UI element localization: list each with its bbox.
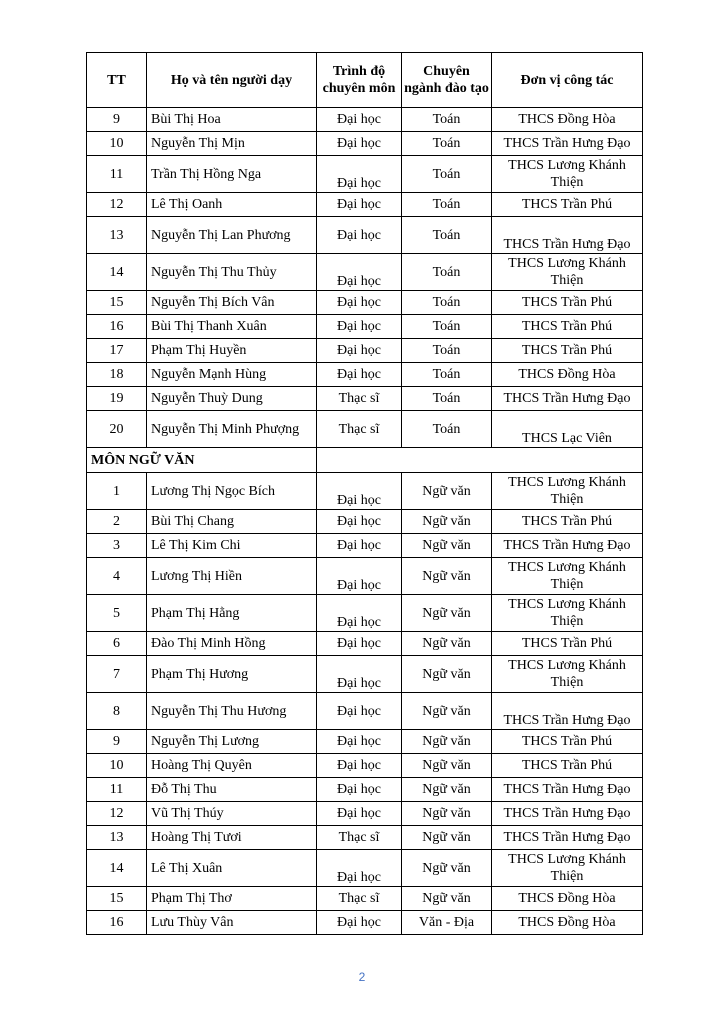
cell-tt: 15	[87, 291, 147, 315]
cell-name: Bùi Thị Thanh Xuân	[147, 315, 317, 339]
cell-tt: 16	[87, 911, 147, 935]
cell-tt: 15	[87, 887, 147, 911]
cell-unit: THCS Lương Khánh Thiện	[492, 156, 643, 193]
cell-name: Bùi Thị Hoa	[147, 108, 317, 132]
cell-unit: THCS Lương Khánh Thiện	[492, 473, 643, 510]
cell-name: Đào Thị Minh Hồng	[147, 632, 317, 656]
cell-major: Ngữ văn	[402, 778, 492, 802]
cell-degree: Đại học	[317, 656, 402, 693]
cell-name: Phạm Thị Thơ	[147, 887, 317, 911]
section-title: MÔN NGỮ VĂN	[87, 448, 317, 473]
cell-tt: 9	[87, 730, 147, 754]
cell-unit: THCS Lương Khánh Thiện	[492, 656, 643, 693]
cell-tt: 18	[87, 363, 147, 387]
table-row	[87, 473, 643, 510]
cell-unit: THCS Đồng Hòa	[492, 108, 643, 132]
cell-unit: THCS Trần Hưng Đạo	[492, 693, 643, 730]
cell-name: Phạm Thị Hương	[147, 656, 317, 693]
cell-tt: 10	[87, 132, 147, 156]
cell-name: Lương Thị Ngọc Bích	[147, 473, 317, 510]
cell-tt: 8	[87, 693, 147, 730]
cell-name: Nguyễn Thị Lương	[147, 730, 317, 754]
cell-name: Nguyễn Thị Thu Hương	[147, 693, 317, 730]
cell-degree: Đại học	[317, 473, 402, 510]
cell-name: Nguyễn Thuỳ Dung	[147, 387, 317, 411]
cell-degree: Đại học	[317, 558, 402, 595]
cell-tt: 7	[87, 656, 147, 693]
cell-major: Ngữ văn	[402, 534, 492, 558]
cell-major: Toán	[402, 108, 492, 132]
cell-name: Hoàng Thị Quyên	[147, 754, 317, 778]
cell-degree: Đại học	[317, 595, 402, 632]
cell-degree: Đại học	[317, 132, 402, 156]
cell-degree: Đại học	[317, 363, 402, 387]
cell-unit: THCS Lương Khánh Thiện	[492, 558, 643, 595]
table-row	[87, 632, 643, 656]
cell-tt: 10	[87, 754, 147, 778]
cell-unit: THCS Lương Khánh Thiện	[492, 254, 643, 291]
table-row	[87, 387, 643, 411]
cell-major: Văn - Địa	[402, 911, 492, 935]
cell-tt: 2	[87, 510, 147, 534]
cell-degree: Thạc sĩ	[317, 887, 402, 911]
cell-degree: Đại học	[317, 315, 402, 339]
cell-major: Toán	[402, 291, 492, 315]
cell-unit: THCS Lương Khánh Thiện	[492, 850, 643, 887]
cell-tt: 16	[87, 315, 147, 339]
table-row	[87, 656, 643, 693]
cell-name: Lê Thị Xuân	[147, 850, 317, 887]
cell-tt: 12	[87, 193, 147, 217]
cell-major: Ngữ văn	[402, 754, 492, 778]
cell-unit: THCS Trần Phú	[492, 339, 643, 363]
cell-degree: Thạc sĩ	[317, 387, 402, 411]
cell-name: Hoàng Thị Tươi	[147, 826, 317, 850]
cell-degree: Đại học	[317, 632, 402, 656]
cell-name: Nguyễn Thị Minh Phượng	[147, 411, 317, 448]
cell-name: Nguyễn Thị Lan Phương	[147, 217, 317, 254]
cell-major: Ngữ văn	[402, 595, 492, 632]
table-row	[87, 595, 643, 632]
header-unit: Đơn vị công tác	[492, 53, 643, 108]
cell-unit: THCS Trần Phú	[492, 510, 643, 534]
cell-tt: 5	[87, 595, 147, 632]
cell-degree: Đại học	[317, 850, 402, 887]
table-row	[87, 887, 643, 911]
cell-name: Nguyễn Thị Bích Vân	[147, 291, 317, 315]
cell-tt: 19	[87, 387, 147, 411]
cell-unit: THCS Trần Phú	[492, 632, 643, 656]
cell-major: Ngữ văn	[402, 887, 492, 911]
cell-degree: Đại học	[317, 778, 402, 802]
section-empty	[317, 448, 643, 473]
cell-name: Phạm Thị Huyền	[147, 339, 317, 363]
cell-name: Lê Thị Oanh	[147, 193, 317, 217]
cell-name: Lê Thị Kim Chi	[147, 534, 317, 558]
page-number: 2	[358, 970, 366, 984]
cell-degree: Đại học	[317, 156, 402, 193]
cell-unit: THCS Trần Phú	[492, 291, 643, 315]
cell-name: Đỗ Thị Thu	[147, 778, 317, 802]
cell-tt: 3	[87, 534, 147, 558]
table-row	[87, 693, 643, 730]
cell-name: Nguyễn Thị Mịn	[147, 132, 317, 156]
cell-major: Ngữ văn	[402, 632, 492, 656]
cell-unit: THCS Lương Khánh Thiện	[492, 595, 643, 632]
cell-name: Lương Thị Hiền	[147, 558, 317, 595]
cell-unit: THCS Trần Phú	[492, 754, 643, 778]
cell-major: Toán	[402, 217, 492, 254]
cell-unit: THCS Lạc Viên	[492, 411, 643, 448]
cell-tt: 12	[87, 802, 147, 826]
cell-degree: Đại học	[317, 339, 402, 363]
cell-tt: 11	[87, 156, 147, 193]
cell-unit: THCS Trần Hưng Đạo	[492, 387, 643, 411]
cell-major: Toán	[402, 363, 492, 387]
table-row	[87, 850, 643, 887]
cell-unit: THCS Trần Hưng Đạo	[492, 132, 643, 156]
cell-name: Trần Thị Hồng Nga	[147, 156, 317, 193]
cell-unit: THCS Đồng Hòa	[492, 911, 643, 935]
cell-tt: 14	[87, 850, 147, 887]
cell-unit: THCS Đồng Hòa	[492, 887, 643, 911]
cell-tt: 6	[87, 632, 147, 656]
cell-tt: 20	[87, 411, 147, 448]
table-row	[87, 802, 643, 826]
cell-major: Toán	[402, 254, 492, 291]
cell-unit: THCS Trần Hưng Đạo	[492, 826, 643, 850]
cell-tt: 11	[87, 778, 147, 802]
table-row	[87, 217, 643, 254]
cell-major: Toán	[402, 193, 492, 217]
cell-name: Nguyễn Thị Thu Thủy	[147, 254, 317, 291]
cell-major: Toán	[402, 315, 492, 339]
table-row	[87, 778, 643, 802]
cell-tt: 13	[87, 217, 147, 254]
cell-degree: Đại học	[317, 754, 402, 778]
cell-unit: THCS Trần Phú	[492, 730, 643, 754]
table-row	[87, 156, 643, 193]
table-row	[87, 826, 643, 850]
cell-tt: 4	[87, 558, 147, 595]
cell-degree: Đại học	[317, 730, 402, 754]
cell-major: Ngữ văn	[402, 826, 492, 850]
cell-degree: Đại học	[317, 510, 402, 534]
table-row	[87, 510, 643, 534]
table-row	[87, 730, 643, 754]
cell-unit: THCS Trần Hưng Đạo	[492, 802, 643, 826]
cell-unit: THCS Trần Hưng Đạo	[492, 778, 643, 802]
cell-unit: THCS Trần Hưng Đạo	[492, 217, 643, 254]
cell-degree: Đại học	[317, 802, 402, 826]
cell-degree: Thạc sĩ	[317, 411, 402, 448]
cell-major: Ngữ văn	[402, 693, 492, 730]
table-row	[87, 315, 643, 339]
table-header-row	[87, 53, 643, 108]
cell-major: Ngữ văn	[402, 510, 492, 534]
table-row	[87, 339, 643, 363]
cell-tt: 17	[87, 339, 147, 363]
cell-name: Phạm Thị Hằng	[147, 595, 317, 632]
cell-name: Vũ Thị Thúy	[147, 802, 317, 826]
cell-major: Ngữ văn	[402, 850, 492, 887]
cell-degree: Đại học	[317, 291, 402, 315]
cell-major: Toán	[402, 339, 492, 363]
cell-degree: Đại học	[317, 693, 402, 730]
table-row	[87, 291, 643, 315]
cell-major: Ngữ văn	[402, 473, 492, 510]
section-row	[87, 448, 643, 473]
cell-major: Ngữ văn	[402, 730, 492, 754]
cell-major: Toán	[402, 156, 492, 193]
cell-tt: 9	[87, 108, 147, 132]
table-row	[87, 411, 643, 448]
table-row	[87, 254, 643, 291]
cell-unit: THCS Đồng Hòa	[492, 363, 643, 387]
table-row	[87, 363, 643, 387]
cell-name: Bùi Thị Chang	[147, 510, 317, 534]
cell-major: Toán	[402, 132, 492, 156]
cell-unit: THCS Trần Phú	[492, 193, 643, 217]
table-row	[87, 558, 643, 595]
table-row	[87, 108, 643, 132]
cell-major: Ngữ văn	[402, 656, 492, 693]
cell-name: Lưu Thùy Vân	[147, 911, 317, 935]
cell-name: Nguyễn Mạnh Hùng	[147, 363, 317, 387]
table-row	[87, 132, 643, 156]
teacher-table	[86, 52, 643, 935]
cell-degree: Đại học	[317, 534, 402, 558]
cell-major: Toán	[402, 387, 492, 411]
header-tt: TT	[87, 53, 147, 108]
cell-unit: THCS Trần Hưng Đạo	[492, 534, 643, 558]
cell-tt: 13	[87, 826, 147, 850]
table-row	[87, 534, 643, 558]
cell-degree: Thạc sĩ	[317, 826, 402, 850]
cell-degree: Đại học	[317, 217, 402, 254]
table-row	[87, 193, 643, 217]
table-row	[87, 911, 643, 935]
cell-tt: 1	[87, 473, 147, 510]
cell-major: Toán	[402, 411, 492, 448]
cell-tt: 14	[87, 254, 147, 291]
cell-degree: Đại học	[317, 911, 402, 935]
table-row	[87, 754, 643, 778]
cell-degree: Đại học	[317, 108, 402, 132]
cell-unit: THCS Trần Phú	[492, 315, 643, 339]
header-degree: Trình độ chuyên môn	[317, 53, 402, 108]
header-name: Họ và tên người dạy	[147, 53, 317, 108]
cell-major: Ngữ văn	[402, 558, 492, 595]
header-major: Chuyên ngành đào tạo	[402, 53, 492, 108]
cell-degree: Đại học	[317, 193, 402, 217]
cell-major: Ngữ văn	[402, 802, 492, 826]
cell-degree: Đại học	[317, 254, 402, 291]
